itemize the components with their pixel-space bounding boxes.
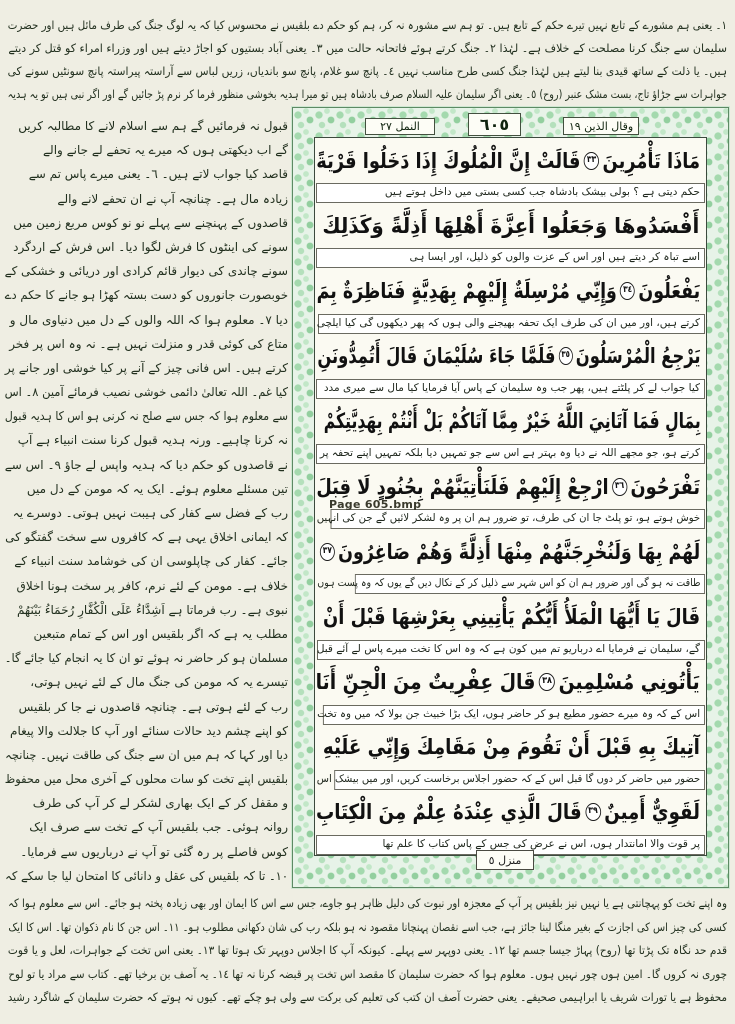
commentary-line: رب کے لئے ہوتی ہے۔ چنانچہ قاصدوں نے جا کر بلقیس	[18, 699, 288, 714]
arabic-segment: ٣٤	[620, 282, 635, 300]
commentary-line: جواہرات سے جڑاؤ تاج، بست مشک عنبر (روح) ٥۔ یعنی اگر سلیمان علیہ السلام صرف بادشاہ ہیں تو میرا ہدیہ بخوشی منظور فرما کر نرم پڑ جائیں گے اور اگر نبی ہیں تو یہ ہدیہ	[7, 87, 727, 101]
verse-line-pair	[315, 334, 706, 399]
commentary-line: کوس فاصلے پر رہ گئی تو آپ نے درباریوں سے فرمایا۔	[20, 844, 288, 859]
arabic-segment: قَالَتْ إِنَّ الْمُلُوكَ إِذَا دَخَلُوا قَرْيَةً	[316, 148, 581, 173]
commentary-line: تیسرے یہ کہ مومن کی جنگ مال کے لئے نہیں ہوتی،	[30, 675, 288, 690]
commentary-line: نے قاصدوں کو حکم دیا کہ ہدیہ واپس لے جاؤ ٩۔ اس سے	[4, 457, 288, 472]
arabic-verse-line	[317, 334, 706, 379]
urdu-translation-line: کیا جواب لے کر پلٹتے ہیں، پھر جب وہ سلیمان کے پاس آیا فرمایا کیا مال سے میری مدد	[316, 379, 705, 399]
commentary-line: جائے۔ کفار کی چاپلوسی ان کی خوشامد سنت انبیاء کے	[14, 554, 288, 569]
commentary-line: و مقفل کر کے ایک بھاری لشکر لے کر آپ کی طرف	[32, 796, 288, 811]
page-number-box	[468, 113, 521, 136]
commentary-line: وہ اپنے تخت کو پہچانتی ہے یا نہیں نیز بلقیس پر آپ کے معجزہ اور نبوت کی دلیل ظاہر ہو جاوے، جس سے اس کا ایمان اور بھی زیادہ پختہ ہو جائے۔ اس سے معلوم ہوا کہ	[8, 896, 727, 910]
arabic-segment: ارْجِعْ إِلَيْهِمْ فَلَنَأْتِيَنَّهُمْ بِجُنُودٍ لَا قِبَلَ	[316, 474, 609, 499]
arabic-segment: وَإِنِّي مُرْسِلَةٌ إِلَيْهِمْ بِهَدِيَّةٍ فَنَاظِرَةٌ بِمَ	[316, 278, 617, 303]
urdu-translation-line: کرتے ہو، جو مجھے اللہ نے دیا وہ بہتر ہے اس سے جو تمہیں دیا بلکہ تمہیں اپنے تحفہ پر	[316, 444, 705, 464]
arabic-segment: ٣٩	[585, 803, 601, 821]
bottom-commentary-block	[8, 892, 727, 1010]
arabic-verse-line	[322, 725, 706, 770]
arabic-verse-line	[315, 790, 706, 835]
arabic-segment: ٣٣	[584, 152, 599, 170]
arabic-segment: أَفْسَدُوهَا وَجَعَلُوا أَعِزَّةَ أَهْلِهَا أَذِلَّةً وَكَذَلِكَ	[322, 213, 700, 238]
commentary-line: خوبصورت جانوروں کو دست بستہ کھڑا ہو جانے کا حکم دے	[4, 288, 288, 303]
commentary-line: سونے چاندی کی دیوار قائم کرادی اور دریائی و خشکی کے	[4, 264, 288, 279]
arabic-segment: يَأْتُونِي مُسْلِمِينَ	[558, 670, 700, 695]
urdu-translation-line: گے، سلیمان نے فرمایا اے درباریو تم میں کون ہے کہ وہ اس کا تخت میرے پاس لے آئے قبل	[317, 640, 705, 660]
left-commentary-column	[5, 114, 288, 888]
verse-line-pair	[315, 660, 706, 725]
commentary-line: کیا غم۔ اللہ تعالیٰ دائمی خوشی نصیب فرمائے آمین ٨۔ اس	[4, 385, 288, 400]
top-commentary-block	[8, 14, 727, 106]
commentary-line: نہ کرنا چاہیے۔ ورنہ ہدیہ قبول کرنا سنت انبیاء ہے آپ	[17, 433, 288, 448]
filename-watermark: Page 605.bmp	[329, 498, 422, 511]
arabic-segment: ٣٥	[559, 347, 573, 365]
commentary-line: دیا اور کہا کہ ہم میں ان سے جنگ کی طاقت نہیں۔ چنانچہ	[5, 747, 289, 762]
verse-line-pair	[315, 399, 706, 464]
manzil-label: منزل ٥	[488, 853, 522, 867]
commentary-line: ١٠۔ تا کہ بلقیس کی عقل و دانائی کا امتحان لیا جا سکے کہ	[5, 868, 288, 883]
arabic-verse-line	[323, 399, 706, 444]
arabic-verse-line	[322, 529, 706, 574]
page-number: ٦٠٥	[479, 115, 510, 134]
arabic-segment: يَفْعَلُونَ	[638, 278, 701, 303]
commentary-line: قاصد کیا جواب لاتے ہیں۔ ٦۔ یعنی میرے پاس تم سے	[28, 167, 288, 182]
commentary-line: گے اب دیکھتی ہوں کہ میرے یہ تحفے لے جانے والے	[43, 143, 288, 158]
verse-line-pair	[315, 725, 706, 790]
commentary-line: مسلمان ہو کر حاضر نہ ہوئے تو ان کا یہ انجام کیا جائے گا۔	[4, 651, 288, 666]
commentary-line: ہیں۔ یا ذلت کے ساتھ قیدی بنا لیتے ہیں لہٰذا جنگ کسی طرح مناسب نہیں ٤۔ پانچ سو غلام، پانچ سو باندیاں، زریں لباس سے آراستہ پیراستہ پانچ سونٹیں سونے کی	[7, 64, 727, 78]
arabic-segment: تَفْرَحُونَ	[630, 474, 701, 499]
commentary-line: قبول نہ فرمائیں گے ہم سے اسلام لانے کا مطالبہ کریں	[18, 119, 288, 133]
commentary-line: محفوظ ہے یا تورات شریف یا ابراہیمی صحیفے۔ یعنی حضرت آصف ان کتب کی تعلیم کی برکت سے ولی ہو چکے تھے۔ کیوں نہ ہوتے کہ حضرت سلیمان کے شاگرد رشید	[7, 990, 727, 1004]
urdu-translation-line: حضور میں حاضر کر دوں گا قبل اس کے کہ حضور اجلاس برخاست کریں، اور میں بیشک اس	[334, 770, 705, 790]
urdu-translation-line: اس کے کہ وہ میرے حضور مطیع ہو کر حاضر ہوں، ایک بڑا خبیث جن بولا کہ میں وہ تخت	[323, 705, 705, 725]
arabic-segment: قَالَ الَّذِي عِنْدَهُ عِلْمٌ مِنَ الْكِتَابِ	[315, 800, 582, 825]
verse-line-pair	[315, 594, 706, 659]
commentary-line: خلاف ہے۔ مومن کے لئے نرم، کافر پر سخت ہونا اخلاق	[16, 578, 288, 593]
commentary-line: کسی کی چیز اس کی اجازت کے بغیر منگا لینا جائز ہے، جب اسے نقصان پہنچانا مقصود نہ ہو بلکہ رب کی شان دکھانی مطلوب ہو۔ ١١۔ اس جن کا نام ذکوان تھا۔ اس کا ایک	[8, 919, 727, 934]
commentary-line: بلقیس اپنے تخت کو سات محلوں کے آخری محل میں محفوظ	[4, 772, 288, 787]
commentary-line: کہ ایمانی اخلاق یہی ہے کہ کافروں سے سخت گفتگو کی	[5, 530, 288, 545]
surah-label: النمل ٢٧	[380, 120, 420, 133]
arabic-segment: قَالَ عِفْرِيتٌ مِنَ الْجِنِّ أَنَا	[315, 670, 536, 695]
arabic-segment: يَرْجِعُ الْمُرْسَلُونَ	[575, 344, 701, 369]
commentary-line: کو اپنے چشم دید حالات سنائے اور آپ کا جلالت والا پیغام	[10, 723, 288, 738]
verse-line-pair	[315, 138, 706, 203]
arabic-segment: ٣٦	[612, 478, 627, 496]
urdu-translation-line: حکم دیتی ہے ؟ بولی بیشک بادشاہ جب کسی بستی میں داخل ہوتے ہیں	[316, 183, 705, 203]
verse-line-pair	[315, 268, 706, 333]
commentary-line: سونے کی اینٹوں کا فرش لگوا دیا۔ اس فرش کے اردگرد	[13, 239, 288, 254]
juz-label-box	[563, 117, 639, 135]
arabic-segment: آتِيكَ بِهِ قَبْلَ أَنْ تَقُومَ مِنْ مَقَامِكَ وَإِنِّي عَلَيْهِ	[322, 735, 700, 760]
commentary-line: ١۔ یعنی ہم مشورے کے تابع نہیں تیرے حکم کے تابع ہیں۔ تو ہم سے مشورہ نہ کر، ہم کو حکم دے بلقیس نے محسوس کیا کہ یہ لوگ جنگ کی طرف مائل ہیں اور حضرت	[7, 18, 727, 32]
commentary-line: کرتے ہیں۔ اس فانی چیز کے آنے پر کیا خوشی اور جانے پر	[4, 360, 288, 375]
verse-line-pair	[315, 790, 706, 855]
arabic-verse-line	[322, 203, 706, 248]
arabic-verse-line	[315, 660, 706, 705]
arabic-segment: لَهُمْ بِهَا وَلَنُخْرِجَنَّهُمْ مِنْهَا أَذِلَّةً وَهُمْ صَاغِرُونَ	[338, 539, 701, 564]
commentary-line: زیادہ مال ہے۔ چنانچہ آپ نے ان تحفے لانے والے	[57, 191, 288, 206]
commentary-line: چوری نہ کروں گا۔ امین ہوں چور نہیں ہوں۔ معلوم ہوا کہ حضرت سلیمان کا مقصد اس تخت پر قبضہ کرنا نہ تھا ١٤۔ یہ آصف بن برخیا تھے۔ کتاب سے مراد یا تو لوح	[8, 966, 727, 981]
arabic-verse-line	[316, 268, 706, 313]
urdu-translation-line: طاقت نہ ہو گی اور ضرور ہم ان کو اس شہر سے ذلیل کر کے نکال دیں گے یوں کہ وہ پست ہوں	[355, 574, 705, 594]
commentary-line: تین مسئلے معلوم ہوئے۔ ایک یہ کہ مومن کے دل میں	[26, 481, 288, 496]
urdu-translation-line: اسے تباہ کر دیتے ہیں اور اس کے عزت والوں کو ذلیل، اور ایسا ہی	[316, 248, 705, 268]
commentary-line: قاصدوں کے پہنچنے سے پہلے نو نو کوس مربع زمین میں	[13, 215, 288, 230]
verse-line-pair	[315, 529, 706, 594]
arabic-verse-line	[316, 138, 706, 183]
urdu-translation-line: خوش ہوتے ہو، تو پلٹ جا ان کی طرف، تو ضرور ہم ان پر وہ لشکر لائیں گے جن کی انہیں	[331, 509, 705, 529]
commentary-line: مطلب یہ ہے کہ اگر بلقیس اور اس کے تمام متبعین	[33, 626, 288, 641]
commentary-line: سلیمان سے جنگ کرنا مصلحت کے خلاف ہے۔ لہٰذا ٢۔ جنگ کرتے ہوئے فاتحانہ حالت میں ٣۔ یعنی آباد بستیوں کو اجاڑ دیتے ہیں اور وزراء امراء کو قتل کر دیتے	[8, 41, 727, 55]
commentary-line: دیا ٧۔ معلوم ہوا کہ اللہ والوں کے دل میں دنیاوی مال و	[9, 312, 288, 327]
quran-text-area	[314, 137, 707, 856]
verse-line-pair	[315, 464, 706, 529]
commentary-line: روانہ ہوئی۔ جب بلقیس آپ کے تخت سے صرف ایک	[29, 820, 288, 835]
arabic-segment: ٣٧	[320, 543, 335, 561]
arabic-segment: مَاذَا تَأْمُرِينَ	[602, 148, 701, 173]
commentary-line: سے معلوم ہوا کہ جس سے صلح نہ کرنی ہو اس کا ہدیہ قبول	[4, 409, 289, 424]
manzil-label-box	[476, 850, 534, 870]
verse-line-pair	[315, 203, 706, 268]
arabic-segment: لَقَوِيٌّ أَمِينٌ	[604, 800, 700, 825]
commentary-line: متاع کی کوئی قدر و منزلت نہیں ہے۔ نہ وہ اس پر فخر	[9, 336, 288, 351]
commentary-line: رب کے فضل سے کفار کی ہیبت نہیں ہوتی۔ دوسرے یہ	[12, 506, 288, 520]
urdu-translation-line: کرتے ہیں، اور میں ان کی طرف ایک تحفہ بھیجنے والی ہوں کہ پھر دیکھوں گی کیا ایلچی	[318, 314, 705, 334]
arabic-verse-line	[323, 594, 706, 639]
arabic-segment: فَلَمَّا جَاءَ سُلَيْمَانَ قَالَ أَتُمِدُّونَنِ	[317, 344, 556, 369]
arabic-segment: قَالَ يَا أَيُّهَا الْمَلَأُ أَيُّكُمْ يَأْتِينِي بِعَرْشِهَا قَبْلَ أَنْ	[323, 604, 701, 629]
urdu-translation-line: پر قوت والا امانتدار ہوں، اس نے عرض کی جس کے پاس کتاب کا علم تھا	[316, 835, 705, 855]
surah-label-box	[365, 118, 435, 135]
commentary-line: نبوی ہے۔ رب فرماتا ہے اَشِدَّاءُ عَلَی الْکُفَّارِ رُحَمَاءُ بَیْنَهُمْ	[16, 602, 288, 617]
arabic-segment: ٣٨	[539, 673, 555, 691]
juz-label: وقال الذين ١٩	[568, 119, 634, 133]
arabic-segment: بِمَالٍ فَمَا آتَانِيَ اللَّهُ خَيْرٌ مِمَّا آتَاكُمْ بَلْ أَنْتُمْ بِهَدِيَّتِكُمْ	[323, 409, 701, 434]
commentary-line: قدم حد نگاہ تک پڑتا تھا (روح) پہاڑ جیسا جسم تھا ١٢۔ یعنی دوپہر سے پہلے۔ کیونکہ آپ کا اجلاس دوپہر تک ہوتا تھا ١٣۔ یعنی اس تخت کے جواہرات، لعل و یا قوت	[7, 943, 727, 957]
